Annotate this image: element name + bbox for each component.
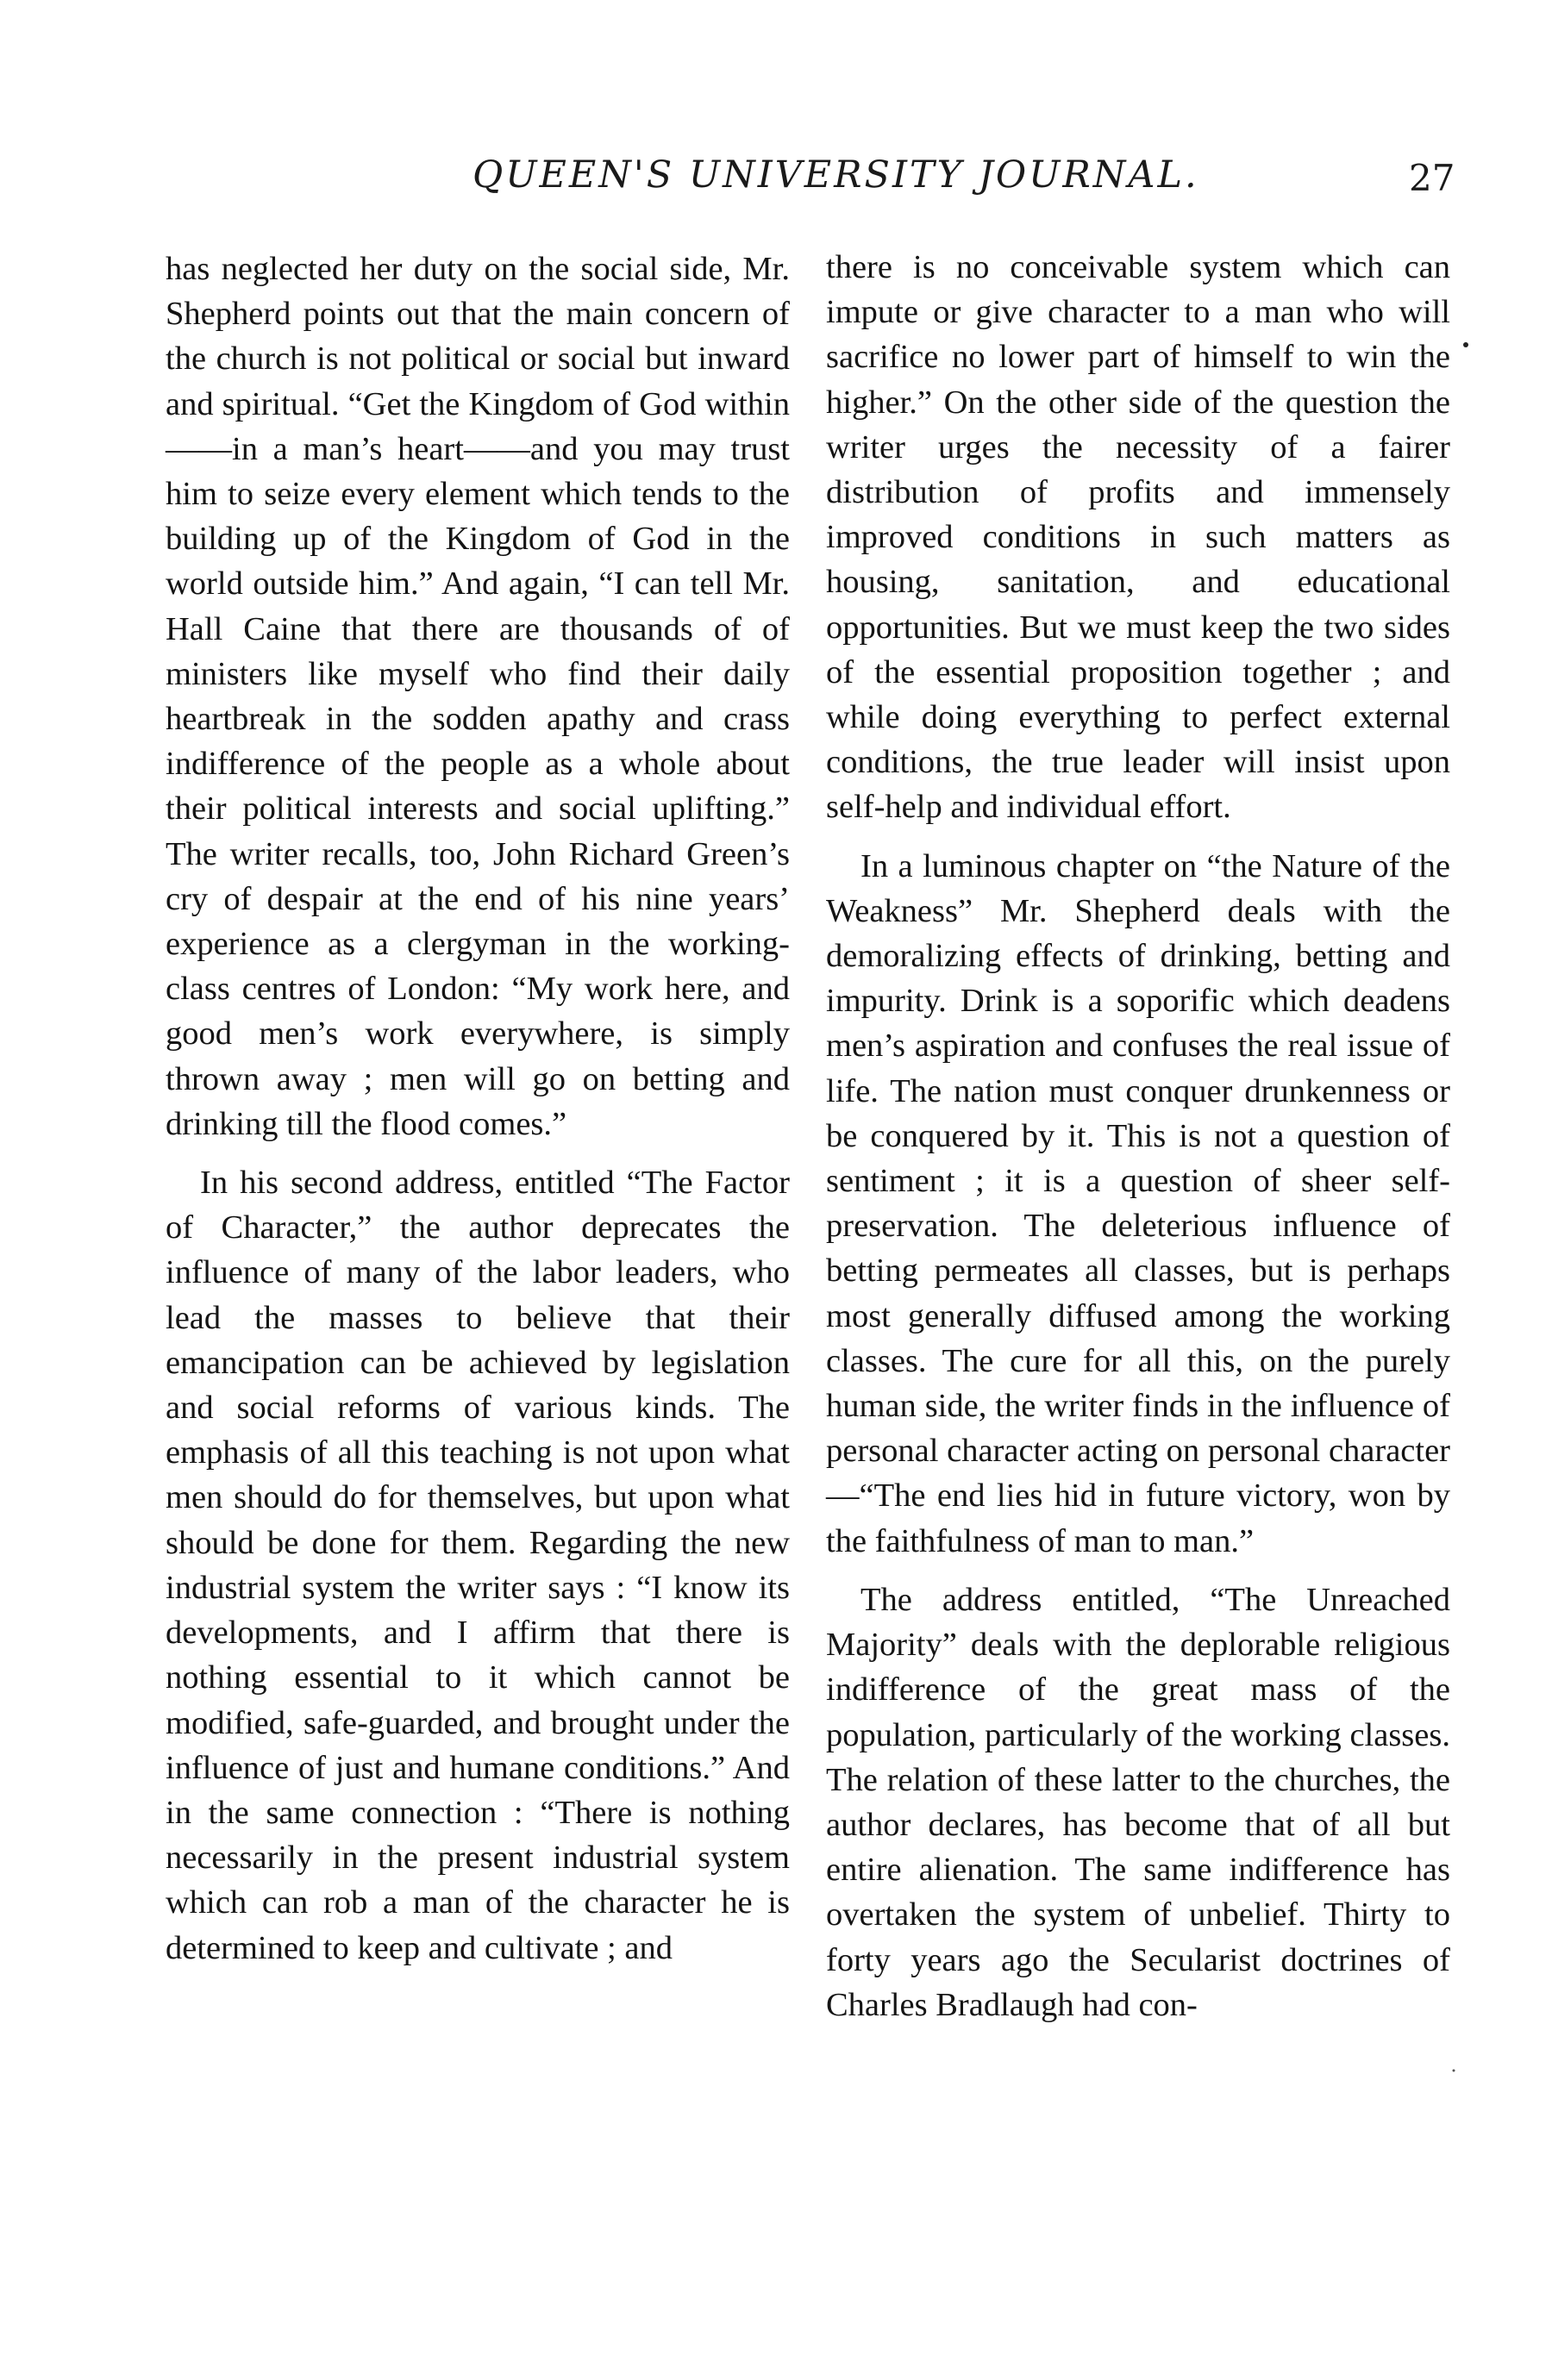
left-column (166, 247, 790, 1971)
paragraph: The address entitled, “The Unreached Majority” deals with the deplorable religious indifference of the great mass of the population, particularly of the working classes. The relation of these latter to the churches, the author declares, has become that of all but entire alienation. The same indifference has overtaken the system of unbelief. Thirty to forty years ago the Secularist doctrines of Charles Bradlaugh had con- (826, 1581, 1450, 2023)
ink-speck (1463, 342, 1468, 347)
journal-title: QUEEN'S UNIVERSITY JOURNAL. (472, 153, 1199, 197)
paragraph: there is no conceivable system which can impute or give character to a man who will sacrifice no lower part of himself to win the higher.” On the other side of the question the writer urges the necessity of a fairer distribution of profits and immensely improved conditions in such matters as housing, sanitation, and educational opportunities. But we must keep the two sides of the essential proposition together ; and while doing everything to perfect external conditions, the true leader will insist upon self-help and individual effort. (826, 249, 1450, 826)
paragraph: In his second address, entitled “The Factor of Character,” the author deprecates the influence of many of the labor leaders, who lead the masses to believe that their emancipation can be achieved by legislation and social reforms of various kinds. The emphasis of all this teaching is not upon what men should do for themselves, but upon what should be done for them. Regarding the new industrial system the writer says : “I know its developments, and I affirm that there is nothing essential to it which cannot be modified, safe-guarded, and brought under the influence of just and humane conditions.” And in the same connection : “There is nothing necessarily in the present industrial system which can rob a man of the character he is determined to keep and cultivate ; and (166, 1165, 790, 1966)
paragraph: has neglected her duty on the social side, Mr. Shepherd points out that the main concern of the church is not political or social but inward and spiritual. “Get the Kingdom of God within——in a man’s heart——and you may trust him to seize every element which tends to the building up of the Kingdom of God in the world outside him.” And again, “I can tell Mr. Hall Caine that there are thousands of of ministers like myself who find their daily heartbreak in the sodden apathy and crass indifference of the people as a whole about their political interests and social uplifting.” The writer recalls, too, John Richard Green’s cry of despair at the end of his nine years’ experience as a clergyman in the working-class centres of London: “My work here, and good men’s work everywhere, is simply thrown away ; men will go on betting and drinking till the flood comes.” (166, 251, 790, 1142)
ink-speck (1453, 2070, 1455, 2072)
paragraph: In a luminous chapter on “the Nature of the Weakness” Mr. Shepherd deals with the demoralizing effects of drinking, betting and impurity. Drink is a soporific which deadens men’s aspiration and confuses the real issue of life. The nation must conquer drunkenness or be conquered by it. This is not a question of sentiment ; it is a question of sheer self-preservation. The deleterious influence of betting permeates all classes, but is perhaps most generally diffused among the working classes. The cure for all this, on the purely human side, the writer finds in the influence of personal character acting on personal character—“The end lies hid in future victory, won by the faithfulness of man to man.” (826, 847, 1450, 1559)
page-header (0, 153, 1552, 214)
right-column (826, 245, 1450, 2027)
page-number: 27 (1409, 157, 1455, 199)
